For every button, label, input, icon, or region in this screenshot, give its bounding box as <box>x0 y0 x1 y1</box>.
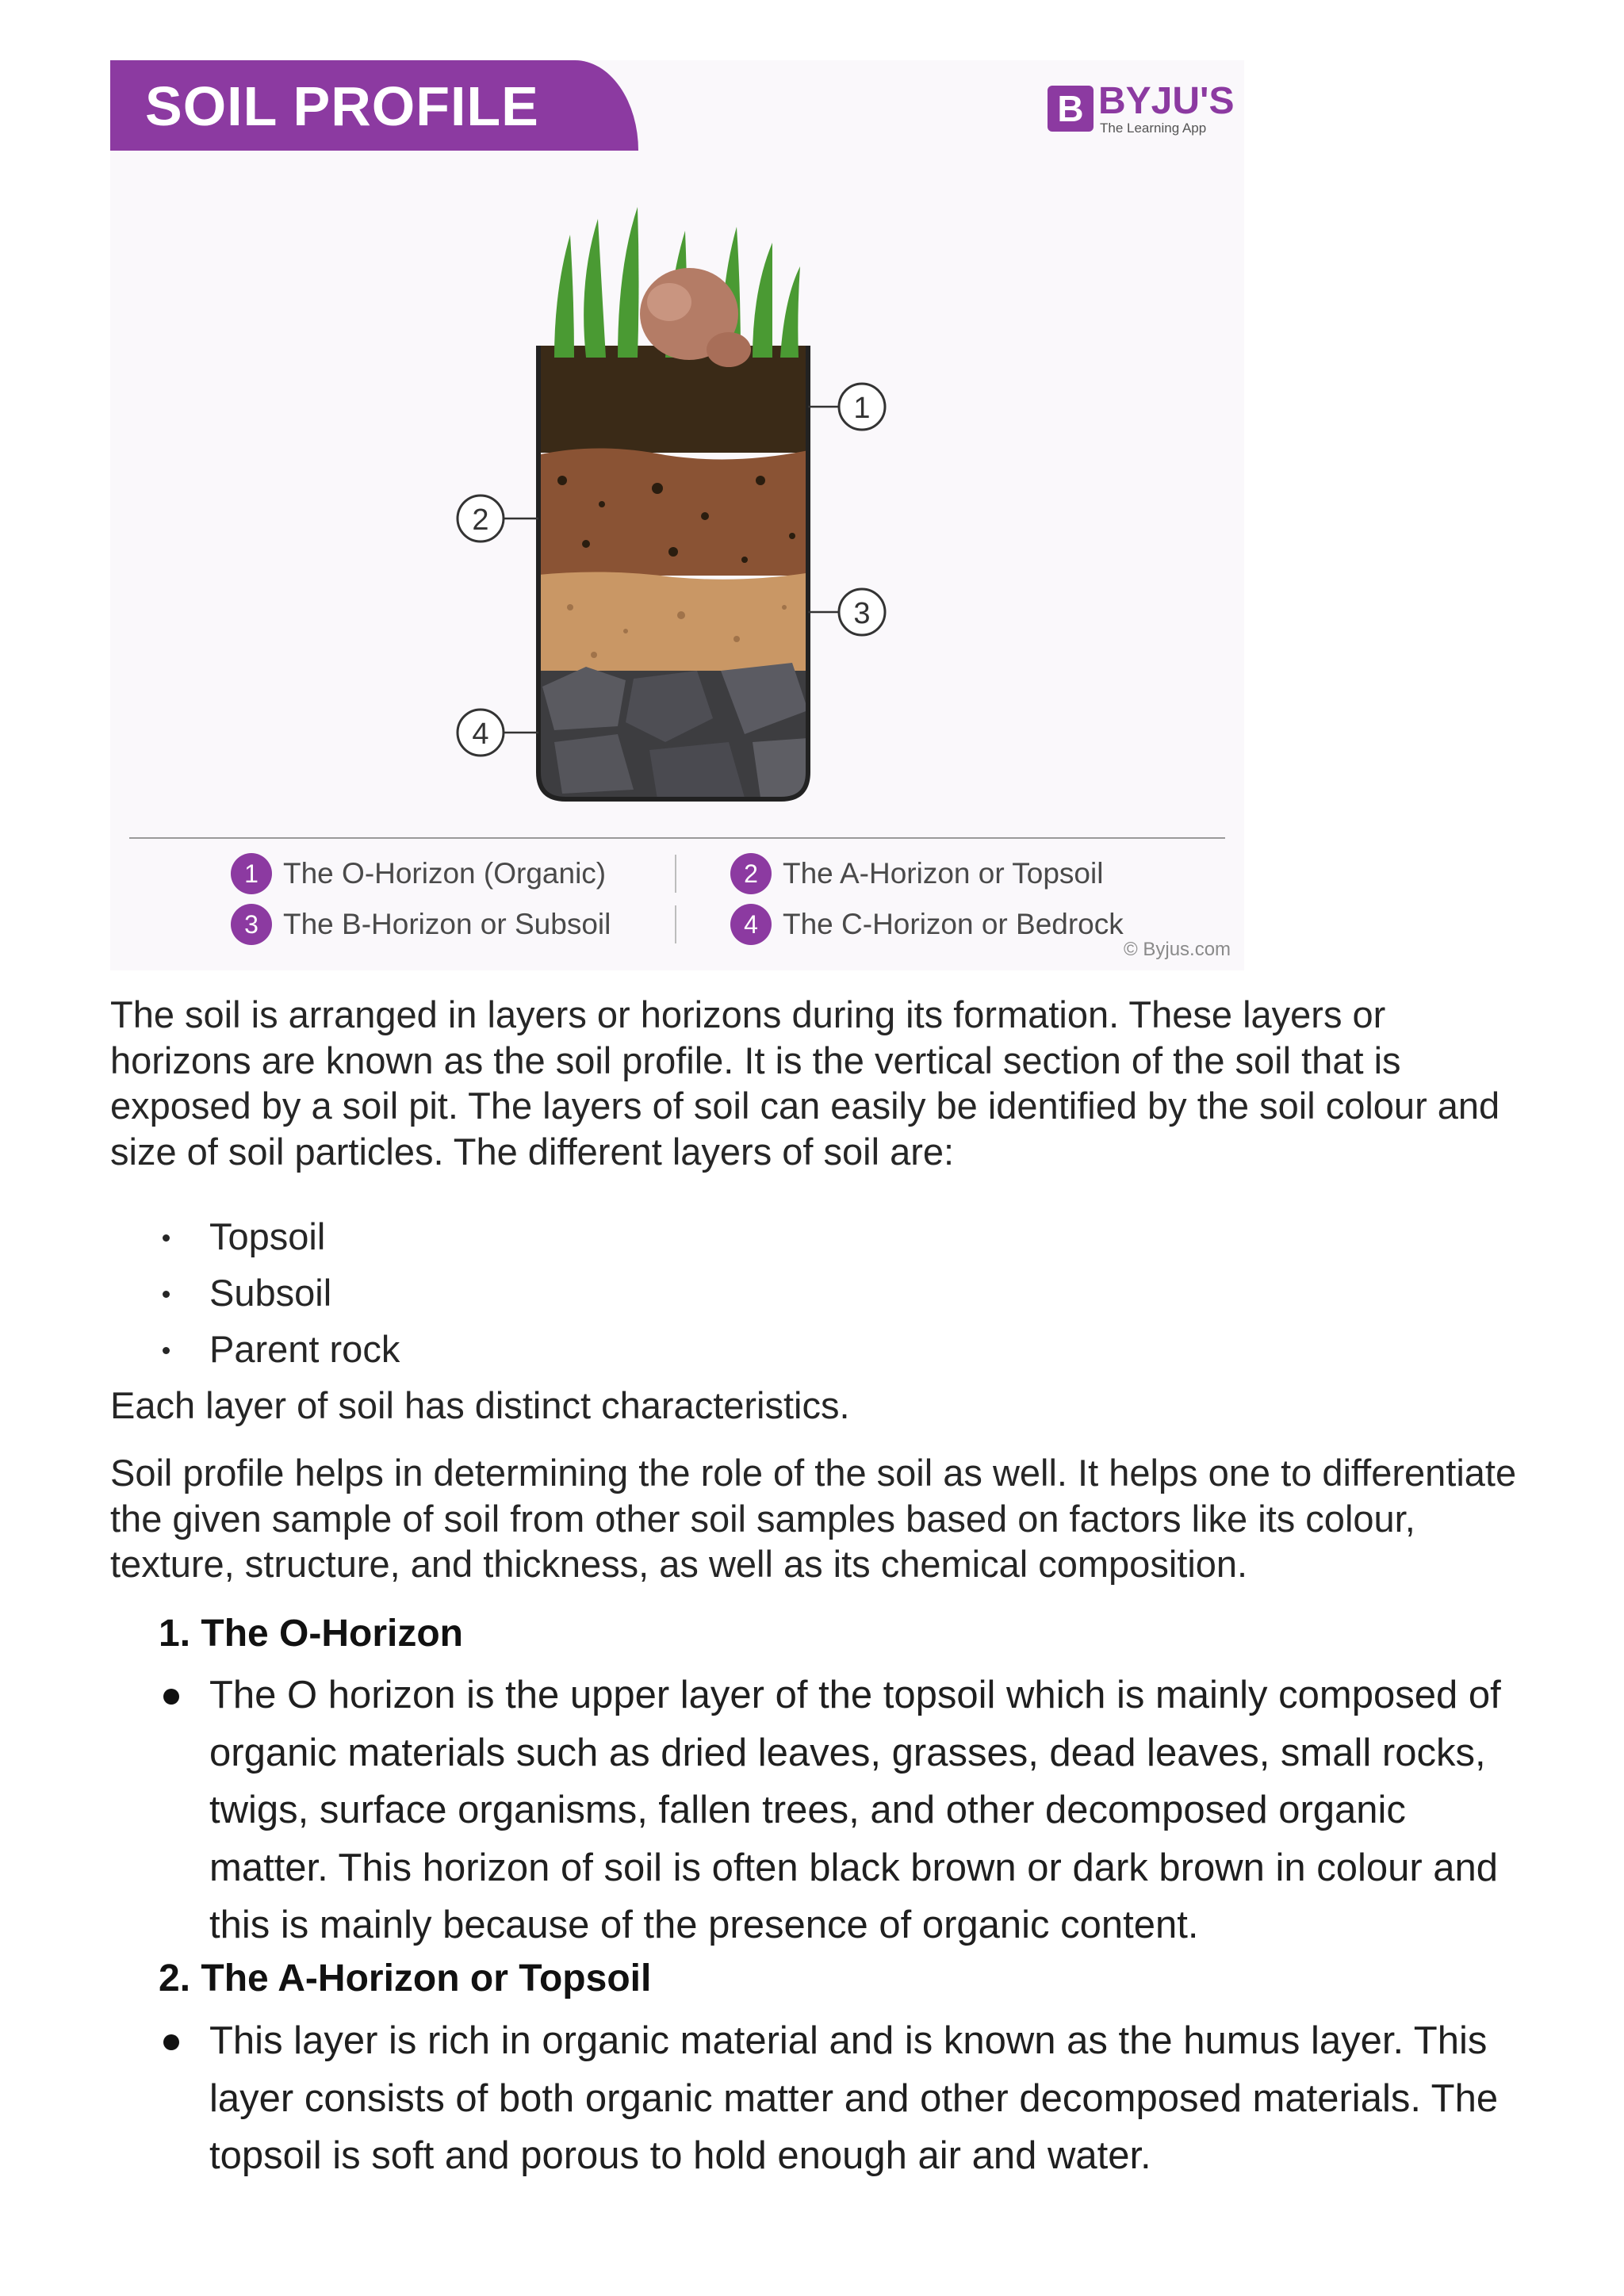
logo-mark: B <box>1048 86 1094 132</box>
legend-column-divider <box>675 855 676 893</box>
callout-4: 4 <box>472 718 489 751</box>
soil-layers-list <box>110 1208 400 1377</box>
soil-layers <box>530 342 816 806</box>
legend-number: 4 <box>730 904 772 945</box>
legend-label: The C-Horizon or Bedrock <box>783 908 1124 940</box>
legend-number: 3 <box>231 904 272 945</box>
section-heading-o-horizon: 1. The O-Horizon <box>159 1613 463 1655</box>
page-title: SOIL PROFILE <box>145 75 539 137</box>
legend-label: The A-Horizon or Topsoil <box>783 857 1104 890</box>
callout-2: 2 <box>472 503 489 537</box>
list-item: Parent rock <box>110 1321 400 1377</box>
bedrock-rock <box>649 742 745 799</box>
soil-profile-figure <box>110 60 1244 970</box>
legend-item-a-horizon <box>730 853 1103 894</box>
soil-profile-diagram <box>110 60 1244 970</box>
distinct-paragraph: Each layer of soil has distinct characteristics. <box>110 1384 850 1426</box>
callout-1: 1 <box>853 392 871 425</box>
legend-label: The B-Horizon or Subsoil <box>283 908 611 940</box>
list-item: Topsoil <box>110 1208 400 1265</box>
bullet-dot <box>163 2034 179 2050</box>
section-bullet-o-horizon <box>159 1667 1522 1954</box>
section-heading-a-horizon: 2. The A-Horizon or Topsoil <box>159 1957 652 1999</box>
role-paragraph: Soil profile helps in determining the role of the soil as well. It helps one to differentiate the given sample of soil from other soil samples based on factors like its colour, texture, structure, and thickness, as well as its chemical composition. <box>110 1452 1517 1585</box>
legend-item-c-horizon <box>730 904 1124 945</box>
copyright-text: © Byjus.com <box>1124 939 1231 960</box>
intro-paragraph: The soil is arranged in layers or horizons during its formation. These layers or horizons are known as the soil profile. It is the vertical section of the soil that is exposed by a soil pit. The layers of soil can easily be identified by the soil colour and size of soil particles. The different layers of soil are: <box>110 993 1500 1173</box>
legend-divider-line <box>129 837 1225 839</box>
legend-number: 2 <box>730 853 772 894</box>
section-text: The O horizon is the upper layer of the topsoil which is mainly composed of organic materials such as dried leaves, grasses, dead leaves, small rocks, twigs, surface organisms, fallen trees, and other decomposed organic matter. This horizon of soil is often black brown or dark brown in colour and this is mainly because of the presence of organic content. <box>209 1674 1501 1946</box>
legend-item-o-horizon <box>231 853 606 894</box>
o-horizon-layer <box>530 342 816 453</box>
bullet-dot <box>163 1689 179 1705</box>
logo-name: BYJU'S <box>1098 80 1235 122</box>
legend-number: 1 <box>231 853 272 894</box>
section-bullet-a-horizon <box>159 2012 1522 2185</box>
section-text: This layer is rich in organic material and is known as the humus layer. This layer consists of both organic matter and other decomposed materials. The topsoil is soft and porous to hold enough air and water. <box>209 2019 1499 2177</box>
logo-tagline: The Learning App <box>1100 121 1207 136</box>
legend-column-divider <box>675 905 676 943</box>
legend-label: The O-Horizon (Organic) <box>283 857 607 890</box>
legend-item-b-horizon <box>231 904 611 945</box>
list-item: Subsoil <box>110 1265 400 1321</box>
callout-3: 3 <box>853 597 871 630</box>
bedrock-rock <box>753 738 808 798</box>
